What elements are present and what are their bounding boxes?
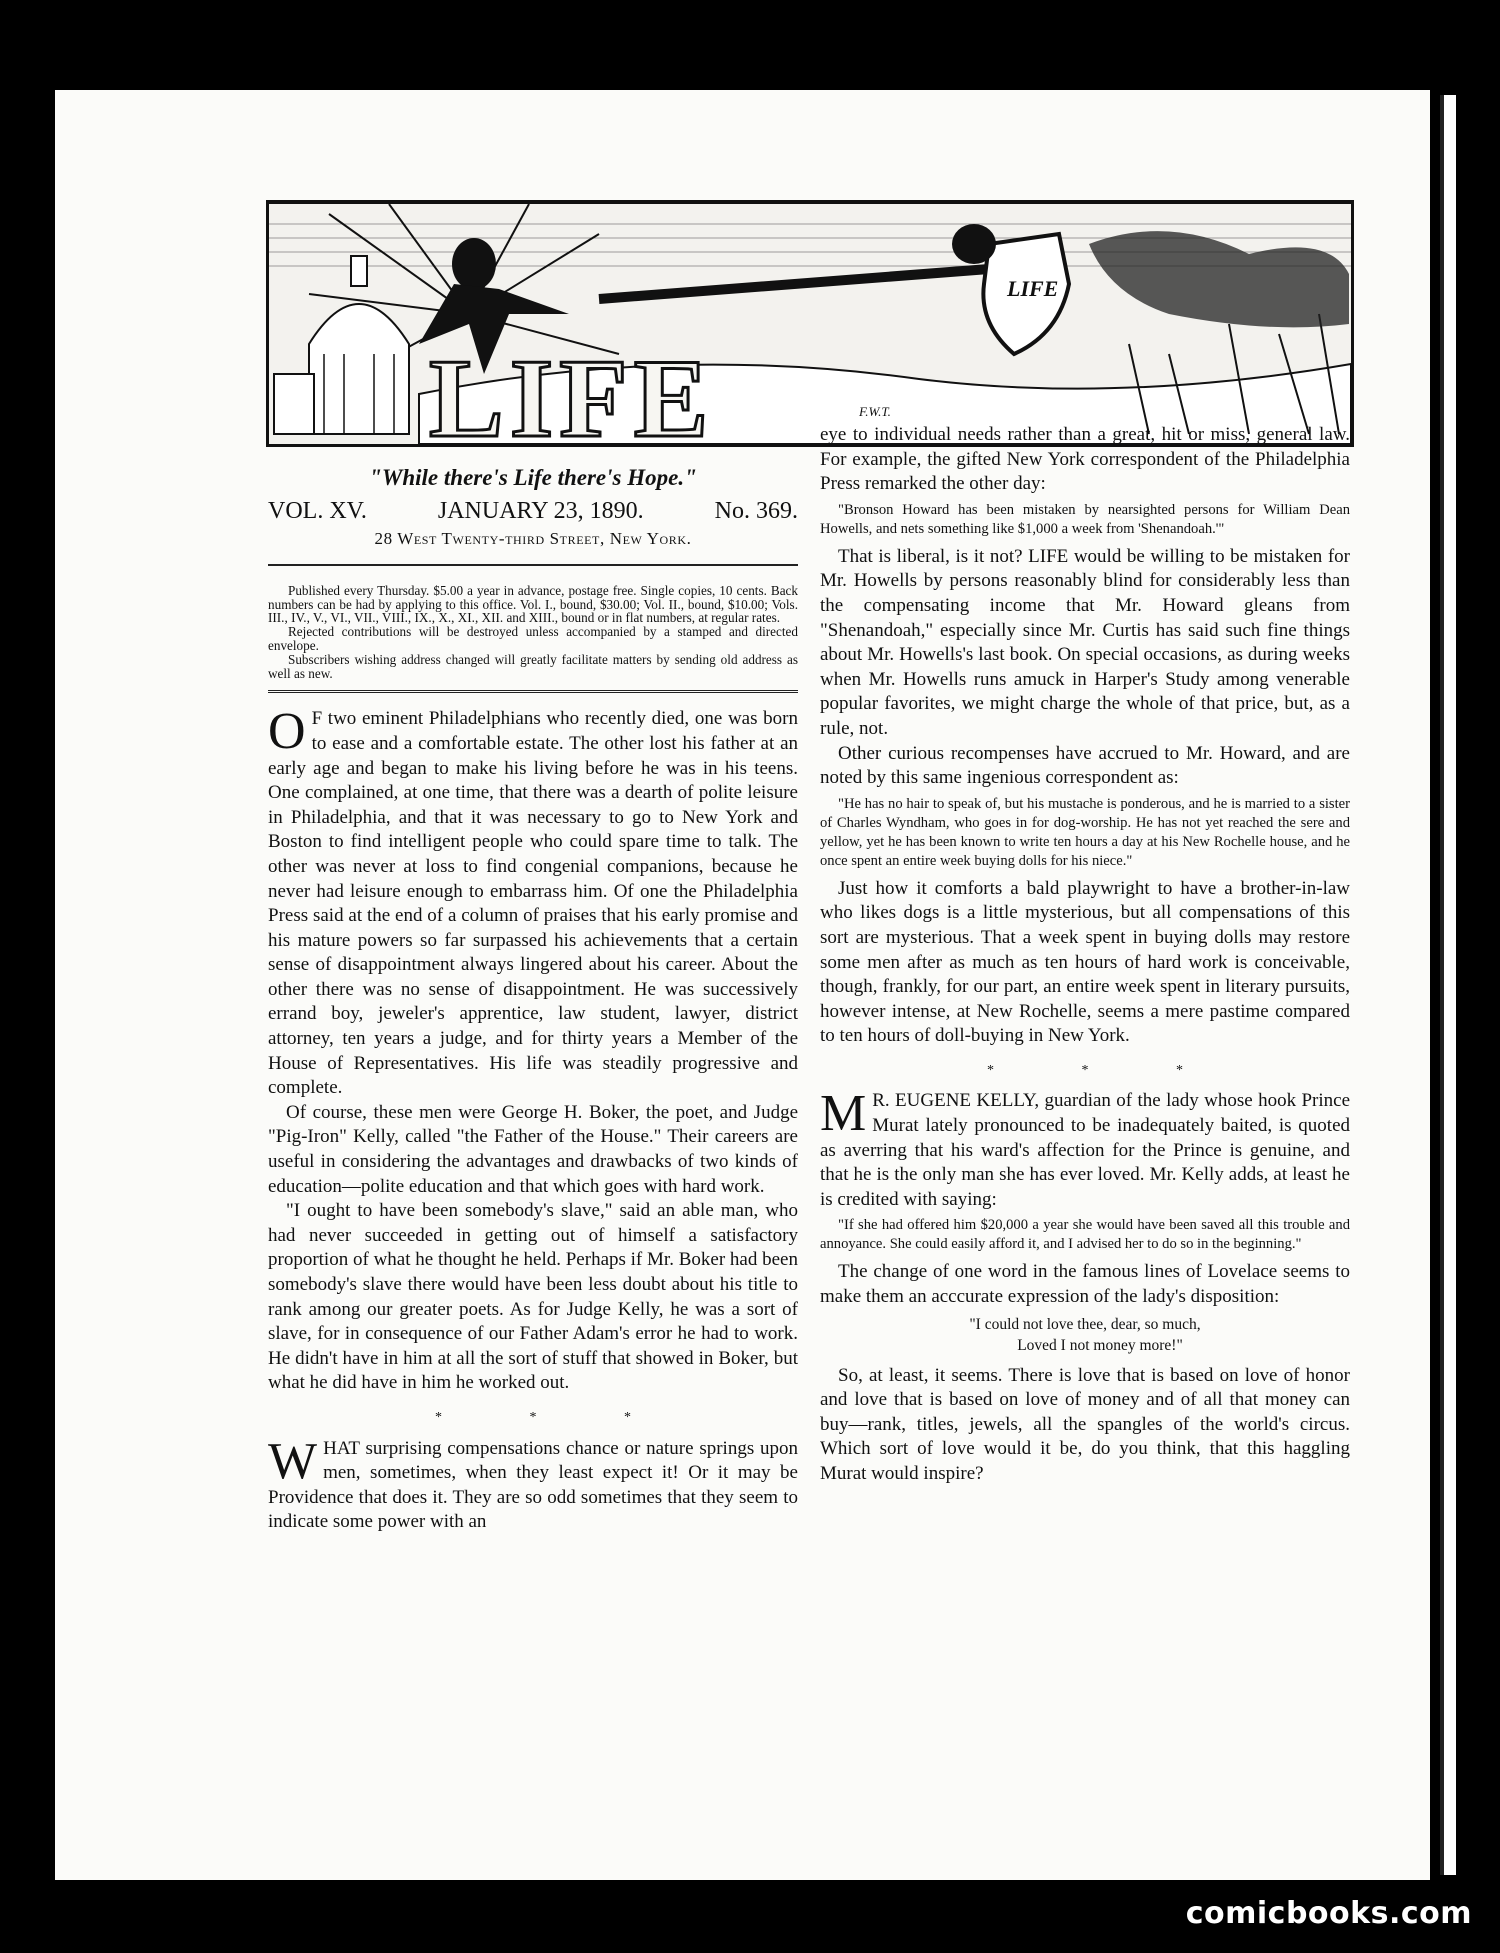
- notice-subscription: Published every Thursday. $5.00 a year in advance, postage free. Single copies, 10 cents. Back numbers can be had by applying to this office. Vol. I., bound, $30.00; Vol. II., bound, $10.00; Vols. III., IV., V., VI., VII., VIII., IX., X., XI., XII. and XIII., bound or in flat numbers, at regular rates.: [268, 582, 798, 626]
- paragraph: Of course, these men were George H. Boker, the poet, and Judge "Pig-Iron" Kelly, called "the Father of the House." Their careers are useful in considering the advantages and drawbacks of two kinds of education—polite education and that which goes with hard work.: [268, 1101, 798, 1197]
- article-kelly-murat: [820, 1085, 1350, 1212]
- issue-date: JANUARY 23, 1890.: [437, 497, 644, 524]
- paragraph: That is liberal, is it not? LIFE would be willing to be mistaken for Mr. Howells by persons reasonably blind for considerably less than the compensating income that Mr. Howard gleans from "Shenandoah," especially since Mr. Curtis has said such fine things about Mr. Howells's last book. On special occasions, as during weeks when Mr. Howells runs amuck in Harper's Study among venerable popular favorites, we might charge the whole of that price, but, as a rule, not.: [820, 545, 1350, 739]
- section-break: * * *: [987, 1062, 1225, 1078]
- paragraph: HAT surprising compensations chance or nature springs upon men, sometimes, when they least expect it! Or it may be Providence that does it. They are so odd sometimes that they seem to indicate some power with an: [268, 1437, 798, 1533]
- paragraph: So, at least, it seems. There is love that is based on love of honor and love that is based on love of money and of all that money can buy—rank, titles, jewels, all the spangles of the world's circus. Which sort of love would it be, do you think, that this haggling Murat would inspire?: [820, 1364, 1350, 1484]
- left-column: [268, 442, 798, 1535]
- paragraph: F two eminent Philadelphians who recently died, one was born to ease and a comfortable estate. The other lost his father at an early age and began to make his living before he was in his teens. One complained, at one time, that there was a dearth of polite leisure in Philadelphia, and that it was necessary to go to New York and Boston to find intelligent people who could spare time to talk. The other was never at loss to find congenial companions, because he never had leisure enough to embarrass him. Of one the Philadelphia Press said at the end of a column of praises that his early promise and his mature powers so far surpassed his achievements that a certain sense of disappointment always lingered about his career. About the other there was no sense of disappointment. He was successively errand boy, jeweler's apprentice, law student, lawyer, district attorney, ten years a judge, and for thirty years a Member of the House of Representatives. His life was steadily progressive and complete.: [268, 708, 798, 1099]
- paragraph: eye to individual needs rather than a great, hit or miss, general law. For example, the gifted New York correspondent of the Philadelphia Press remarked the other day:: [820, 424, 1350, 495]
- watermark: comicbooks.com: [1185, 1896, 1472, 1931]
- masthead-title: LIFE: [429, 337, 715, 444]
- publication-notice: [268, 584, 798, 694]
- dropcap: M: [820, 1085, 867, 1143]
- office-address: 28 West Twenty-third Street, New York.: [374, 529, 692, 549]
- verse: [820, 1314, 1350, 1356]
- volume: VOL. XV.: [268, 497, 367, 524]
- block-quote: "He has no hair to speak of, but his mustache is ponderous, and he is married to a sister of Charles Wyndham, who goes in for dog-worship. He has not yet reached the sere and yellow, yet he has been known to write ten hours a day at his New Rochelle house, and he once spent an entire week buying dolls for his niece.": [820, 795, 1350, 869]
- verse-line: Loved I not money more!": [1017, 1336, 1183, 1354]
- article-boker-kelly: [268, 703, 798, 1101]
- dropcap: W: [268, 1432, 318, 1490]
- block-quote: "If she had offered him $20,000 a year she would have been saved all this trouble and annoyance. She could easily afford it, and I advised her to do so in the beginning.": [820, 1217, 1350, 1253]
- paragraph: The change of one word in the famous lines of Lovelace seems to make them an acccurate expression of the lady's disposition:: [820, 1261, 1350, 1308]
- section-break: * * *: [435, 1409, 673, 1425]
- right-column: [820, 423, 1350, 1487]
- paragraph: R. EUGENE KELLY, guardian of the lady whose hook Prince Murat lately pronounced to be inadequately baited, is quoted as averring that his ward's affection for the Prince is genuine, and that he is the only man she has ever loved. Mr. Kelly adds, at least he is credited with saying:: [820, 1090, 1350, 1210]
- block-quote: "Bronson Howard has been mistaken by nearsighted persons for William Dean Howells, and nets something like $1,000 a week from 'Shenandoah.'": [820, 501, 1350, 537]
- notice-rejected: Rejected contributions will be destroyed unless accompanied by a stamped and directed envelope.: [268, 624, 798, 653]
- paragraph: Other curious recompenses have accrued to Mr. Howard, and are noted by this same ingenious correspondent as:: [820, 742, 1350, 789]
- divider: [268, 564, 798, 566]
- issue-number: No. 369.: [714, 497, 798, 524]
- masthead-art: [269, 204, 1351, 444]
- facing-page-edge: [1440, 95, 1456, 1875]
- issue-line: [268, 499, 798, 524]
- artist-signature: F.W.T.: [859, 404, 891, 419]
- shield-label: LIFE: [1007, 276, 1059, 301]
- dropcap: O: [268, 703, 306, 761]
- paragraph: "I ought to have been somebody's slave," said an able man, who had never succeeded in getting out of himself a satisfactory proportion of what he thought he held. Perhaps if Mr. Boker had been somebody's slave there would have been less doubt about his title to rank among our greater poets. As for Judge Kelly, he was a sort of slave, for in consequence of our Father Adam's error he had to work. He didn't have in him at all the sort of stuff that showed in Boker, but what he did have in him he worked out.: [268, 1200, 798, 1394]
- paragraph: Just how it comforts a bald playwright to have a brother-in-law who likes dogs is a little mysterious, but all compensations of this sort are mysterious. That a week spent in buying dolls may restore some men after as much as ten hours of hard work is conceivable, though, frankly, for our part, an entire week spent in literary pursuits, however intense, at New Rochelle, seems a mere pastime compared to ten hours of doll-buying in New York.: [820, 877, 1350, 1047]
- article-compensations: [268, 1432, 798, 1535]
- tagline: "While there's Life there's Hope.": [369, 465, 697, 490]
- masthead-illustration: [266, 200, 1354, 447]
- verse-line: "I could not love thee, dear, so much,: [969, 1315, 1201, 1333]
- notice-address-change: Subscribers wishing address changed will greatly facilitate matters by sending old address as well as new.: [268, 651, 798, 681]
